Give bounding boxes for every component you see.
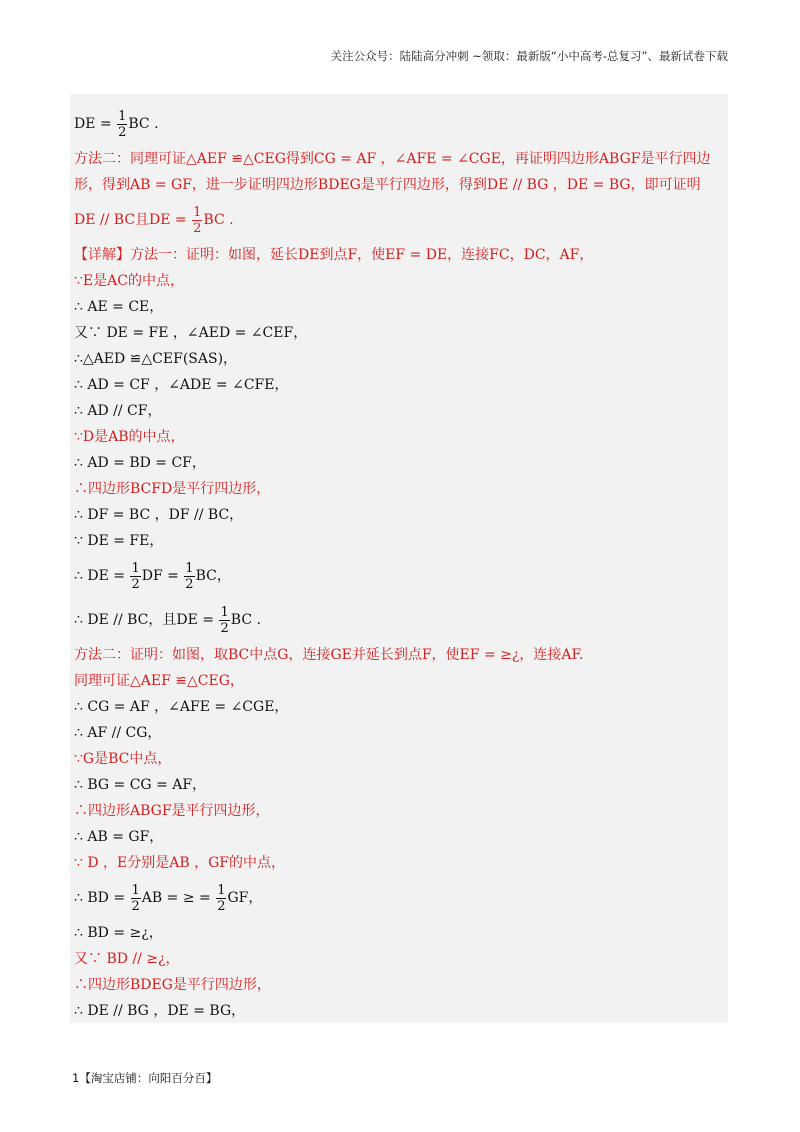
solution-line <box>74 102 728 146</box>
solution-line: ∴ AD = CF ，∠ADE = ∠CFE， <box>74 377 289 393</box>
fraction-denominator: 2 <box>185 576 194 592</box>
solution-line: ∴ AD = BD = CF， <box>74 455 206 471</box>
line-text: DE // BC且DE = <box>74 212 192 228</box>
fraction-numerator: 1 <box>220 604 229 620</box>
fraction <box>130 561 140 592</box>
fraction-numerator: 1 <box>131 560 140 576</box>
solution-line: ∴ CG = AF ，∠AFE = ∠CGE， <box>74 699 289 715</box>
line-text: BC . <box>203 212 234 228</box>
line-text: BC . <box>128 116 159 132</box>
fraction <box>192 205 202 236</box>
fraction-denominator: 2 <box>220 620 229 636</box>
solution-line: ∴ BD = ≥¿， <box>74 925 163 941</box>
page-header: 关注公众号：陆陆高分冲刺 ~领取：最新版“小中高考-总复习”、最新试卷下载 <box>330 49 728 63</box>
solution-line: ∴ AD // CF， <box>74 403 162 419</box>
solution-line: ∴ BG = CG = AF， <box>74 777 207 793</box>
line-text: ∴ DE = <box>74 568 130 584</box>
fraction-denominator: 2 <box>131 576 140 592</box>
fraction-numerator: 1 <box>131 882 140 898</box>
fraction-numerator: 1 <box>118 108 127 124</box>
solution-line: 同理可证△AEF ≌△CEG， <box>74 673 244 689</box>
solution-line: 方法二：证明：如图，取BC中点G，连接GE并延长到点F，使EF = ≥¿，连接AF. <box>74 647 584 663</box>
fraction-numerator: 1 <box>185 560 194 576</box>
solution-line: 又∵ BD // ≥¿， <box>74 951 180 967</box>
solution-line: ∵G是BC中点， <box>74 751 172 767</box>
solution-line <box>74 598 728 642</box>
fraction-numerator: 1 <box>217 882 226 898</box>
line-text: BC . <box>230 612 261 628</box>
line-text: BC， <box>195 568 231 584</box>
solution-line <box>74 198 728 242</box>
solution-line: 形，得到AB = GF，进一步证明四边形BDEG是平行四边形，得到DE // BG ，DE = BG，即可证明 <box>74 177 701 193</box>
solution-line: ∴ AE = CE， <box>74 299 164 315</box>
fraction-denominator: 2 <box>118 124 127 140</box>
solution-line: ∵E是AC的中点， <box>74 273 184 289</box>
solution-line: ∴△AED ≌△CEF(SAS)， <box>74 351 238 367</box>
solution-line: ∴ AB = GF， <box>74 829 164 845</box>
solution-line: ∵ DE = FE， <box>74 533 164 549</box>
solution-line: ∴ DF = BC ，DF // BC， <box>74 507 244 523</box>
fraction <box>131 883 141 914</box>
solution-line: ∵ D ，E分别是AB ，GF的中点， <box>74 855 285 871</box>
fraction <box>184 561 194 592</box>
solution-line <box>74 876 728 920</box>
solution-line: ∵D是AB的中点， <box>74 429 185 445</box>
fraction-denominator: 2 <box>131 898 140 914</box>
solution-line: ∴四边形ABGF是平行四边形， <box>74 803 270 819</box>
line-text: AB = ≥ = <box>141 890 216 906</box>
solution-line: ∴ DE // BG ，DE = BG， <box>74 1003 246 1019</box>
line-text: DE = <box>74 116 117 132</box>
fraction <box>216 883 226 914</box>
solution-line: 方法二：同理可证△AEF ≌△CEG得到CG = AF ，∠AFE = ∠CGE，再证明四边形ABGF是平行四边 <box>74 151 711 167</box>
fraction <box>117 109 127 140</box>
line-text: GF， <box>227 890 263 906</box>
page-footer: 1【淘宝店铺：向阳百分百】 <box>72 1071 218 1085</box>
line-text: ∴ DE // BC，且DE = <box>74 612 219 628</box>
fraction-numerator: 1 <box>193 204 202 220</box>
solution-line: 又∵ DE = FE ，∠AED = ∠CEF， <box>74 325 308 341</box>
solution-line: 【详解】方法一：证明：如图，延长DE到点F，使EF = DE，连接FC，DC，AF， <box>74 247 594 263</box>
solution-content <box>70 94 728 1023</box>
solution-line: ∴四边形BDEG是平行四边形， <box>74 977 271 993</box>
solution-panel <box>70 94 728 1023</box>
solution-line: ∴四边形BCFD是平行四边形， <box>74 481 271 497</box>
solution-line <box>74 554 728 598</box>
fraction-denominator: 2 <box>193 220 202 236</box>
solution-line: ∴ AF // CG， <box>74 725 162 741</box>
line-text: DF = <box>141 568 184 584</box>
line-text: ∴ BD = <box>74 890 130 906</box>
fraction-denominator: 2 <box>217 898 226 914</box>
fraction <box>219 605 229 636</box>
